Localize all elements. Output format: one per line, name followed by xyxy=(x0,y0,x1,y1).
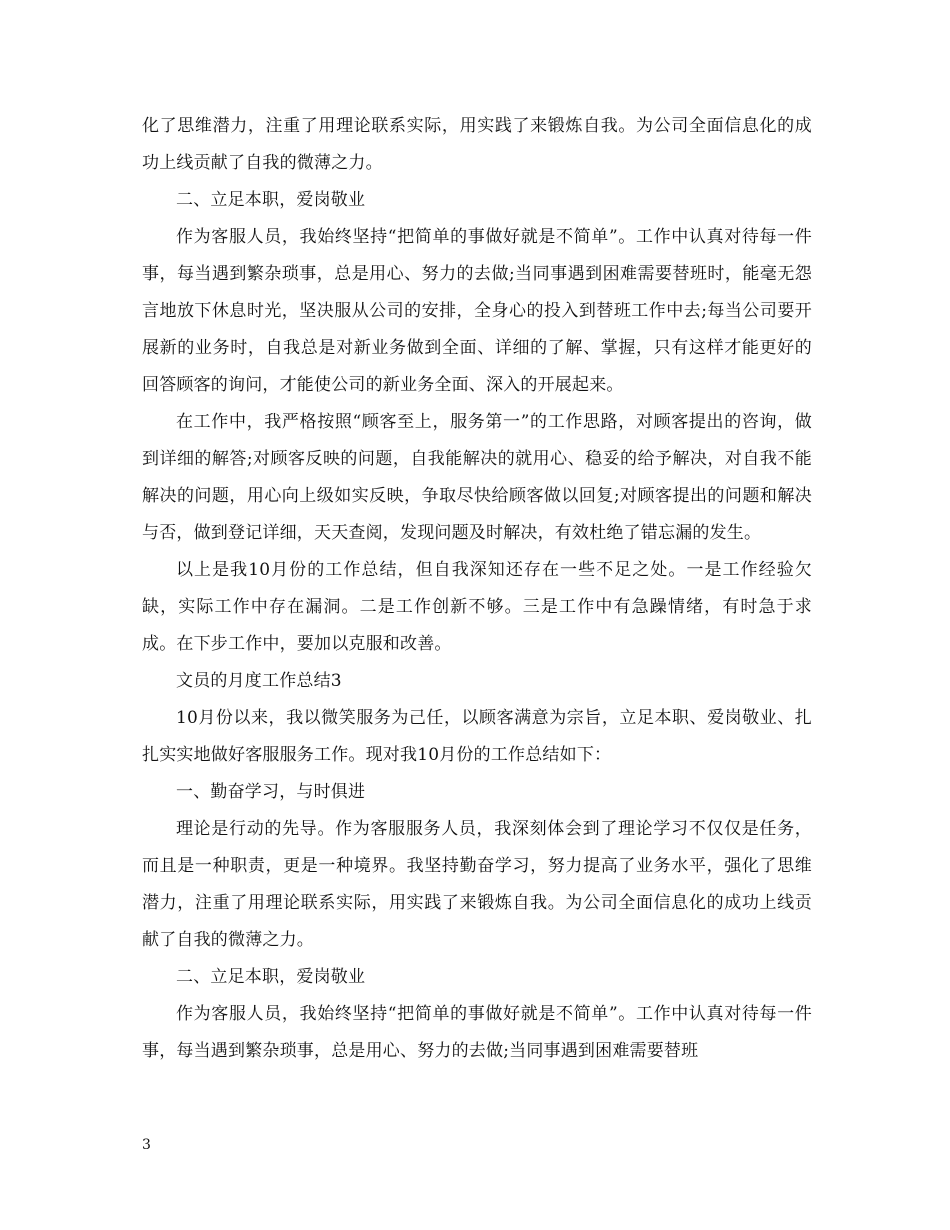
paragraph-1: 化了思维潜力，注重了用理论联系实际，用实践了来锻炼自我。为公司全面信息化的成功上线贡献了自我的微薄之力。 xyxy=(142,116,812,173)
paragraph-7: 10月份以来，我以微笑服务为己任，以顾客满意为宗旨，立足本职、爱岗敬业、扎扎实实地做好客服服务工作。现对我10月份的工作总结如下： xyxy=(142,708,812,765)
page-number: 3 xyxy=(142,1137,151,1153)
section-heading-1: 一、勤奋学习，与时俱进 xyxy=(176,782,366,802)
paragraph-11: 作为客服人员，我始终坚持“把简单的事做好就是不简单”。工作中认真对待每一件事，每当遇到繁杂琐事，总是用心、努力的去做;当同事遇到困难需要替班 xyxy=(142,1004,812,1061)
article-title-3: 文员的月度工作总结3 xyxy=(176,671,342,691)
section-heading-2: 二、立足本职，爱岗敬业 xyxy=(176,190,366,210)
paragraph-9: 理论是行动的先导。作为客服服务人员，我深刻体会到了理论学习不仅仅是任务，而且是一种职责，更是一种境界。我坚持勤奋学习，努力提高了业务水平，强化了思维潜力，注重了用理论联系实际，用实践了来锻炼自我。为公司全面信息化的成功上线贡献了自我的微薄之力。 xyxy=(142,819,812,950)
document-body xyxy=(142,108,812,1070)
paragraph-5: 以上是我10月份的工作总结，但自我深知还存在一些不足之处。一是工作经验欠缺，实际工作中存在漏洞。二是工作创新不够。三是工作中有急躁情绪，有时急于求成。在下步工作中，要加以克服和改善。 xyxy=(142,560,812,654)
paragraph-3: 作为客服人员，我始终坚持“把简单的事做好就是不简单”。工作中认真对待每一件事，每当遇到繁杂琐事，总是用心、努力的去做;当同事遇到困难需要替班时，能毫无怨言地放下休息时光，坚决服从公司的安排，全身心的投入到替班工作中去;每当公司要开展新的业务时，自我总是对新业务做到全面、详细的了解、掌握，只有这样才能更好的回答顾客的询问，才能使公司的新业务全面、深入的开展起来。 xyxy=(142,227,812,395)
paragraph-4: 在工作中，我严格按照“顾客至上，服务第一”的工作思路，对顾客提出的咨询，做到详细的解答;对顾客反映的问题，自我能解决的就用心、稳妥的给予解决，对自我不能解决的问题，用心向上级如实反映，争取尽快给顾客做以回复;对顾客提出的问题和解决与否，做到登记详细，天天查阅，发现问题及时解决，有效杜绝了错忘漏的发生。 xyxy=(142,412,812,543)
section-heading-2-repeat: 二、立足本职，爱岗敬业 xyxy=(176,967,366,987)
